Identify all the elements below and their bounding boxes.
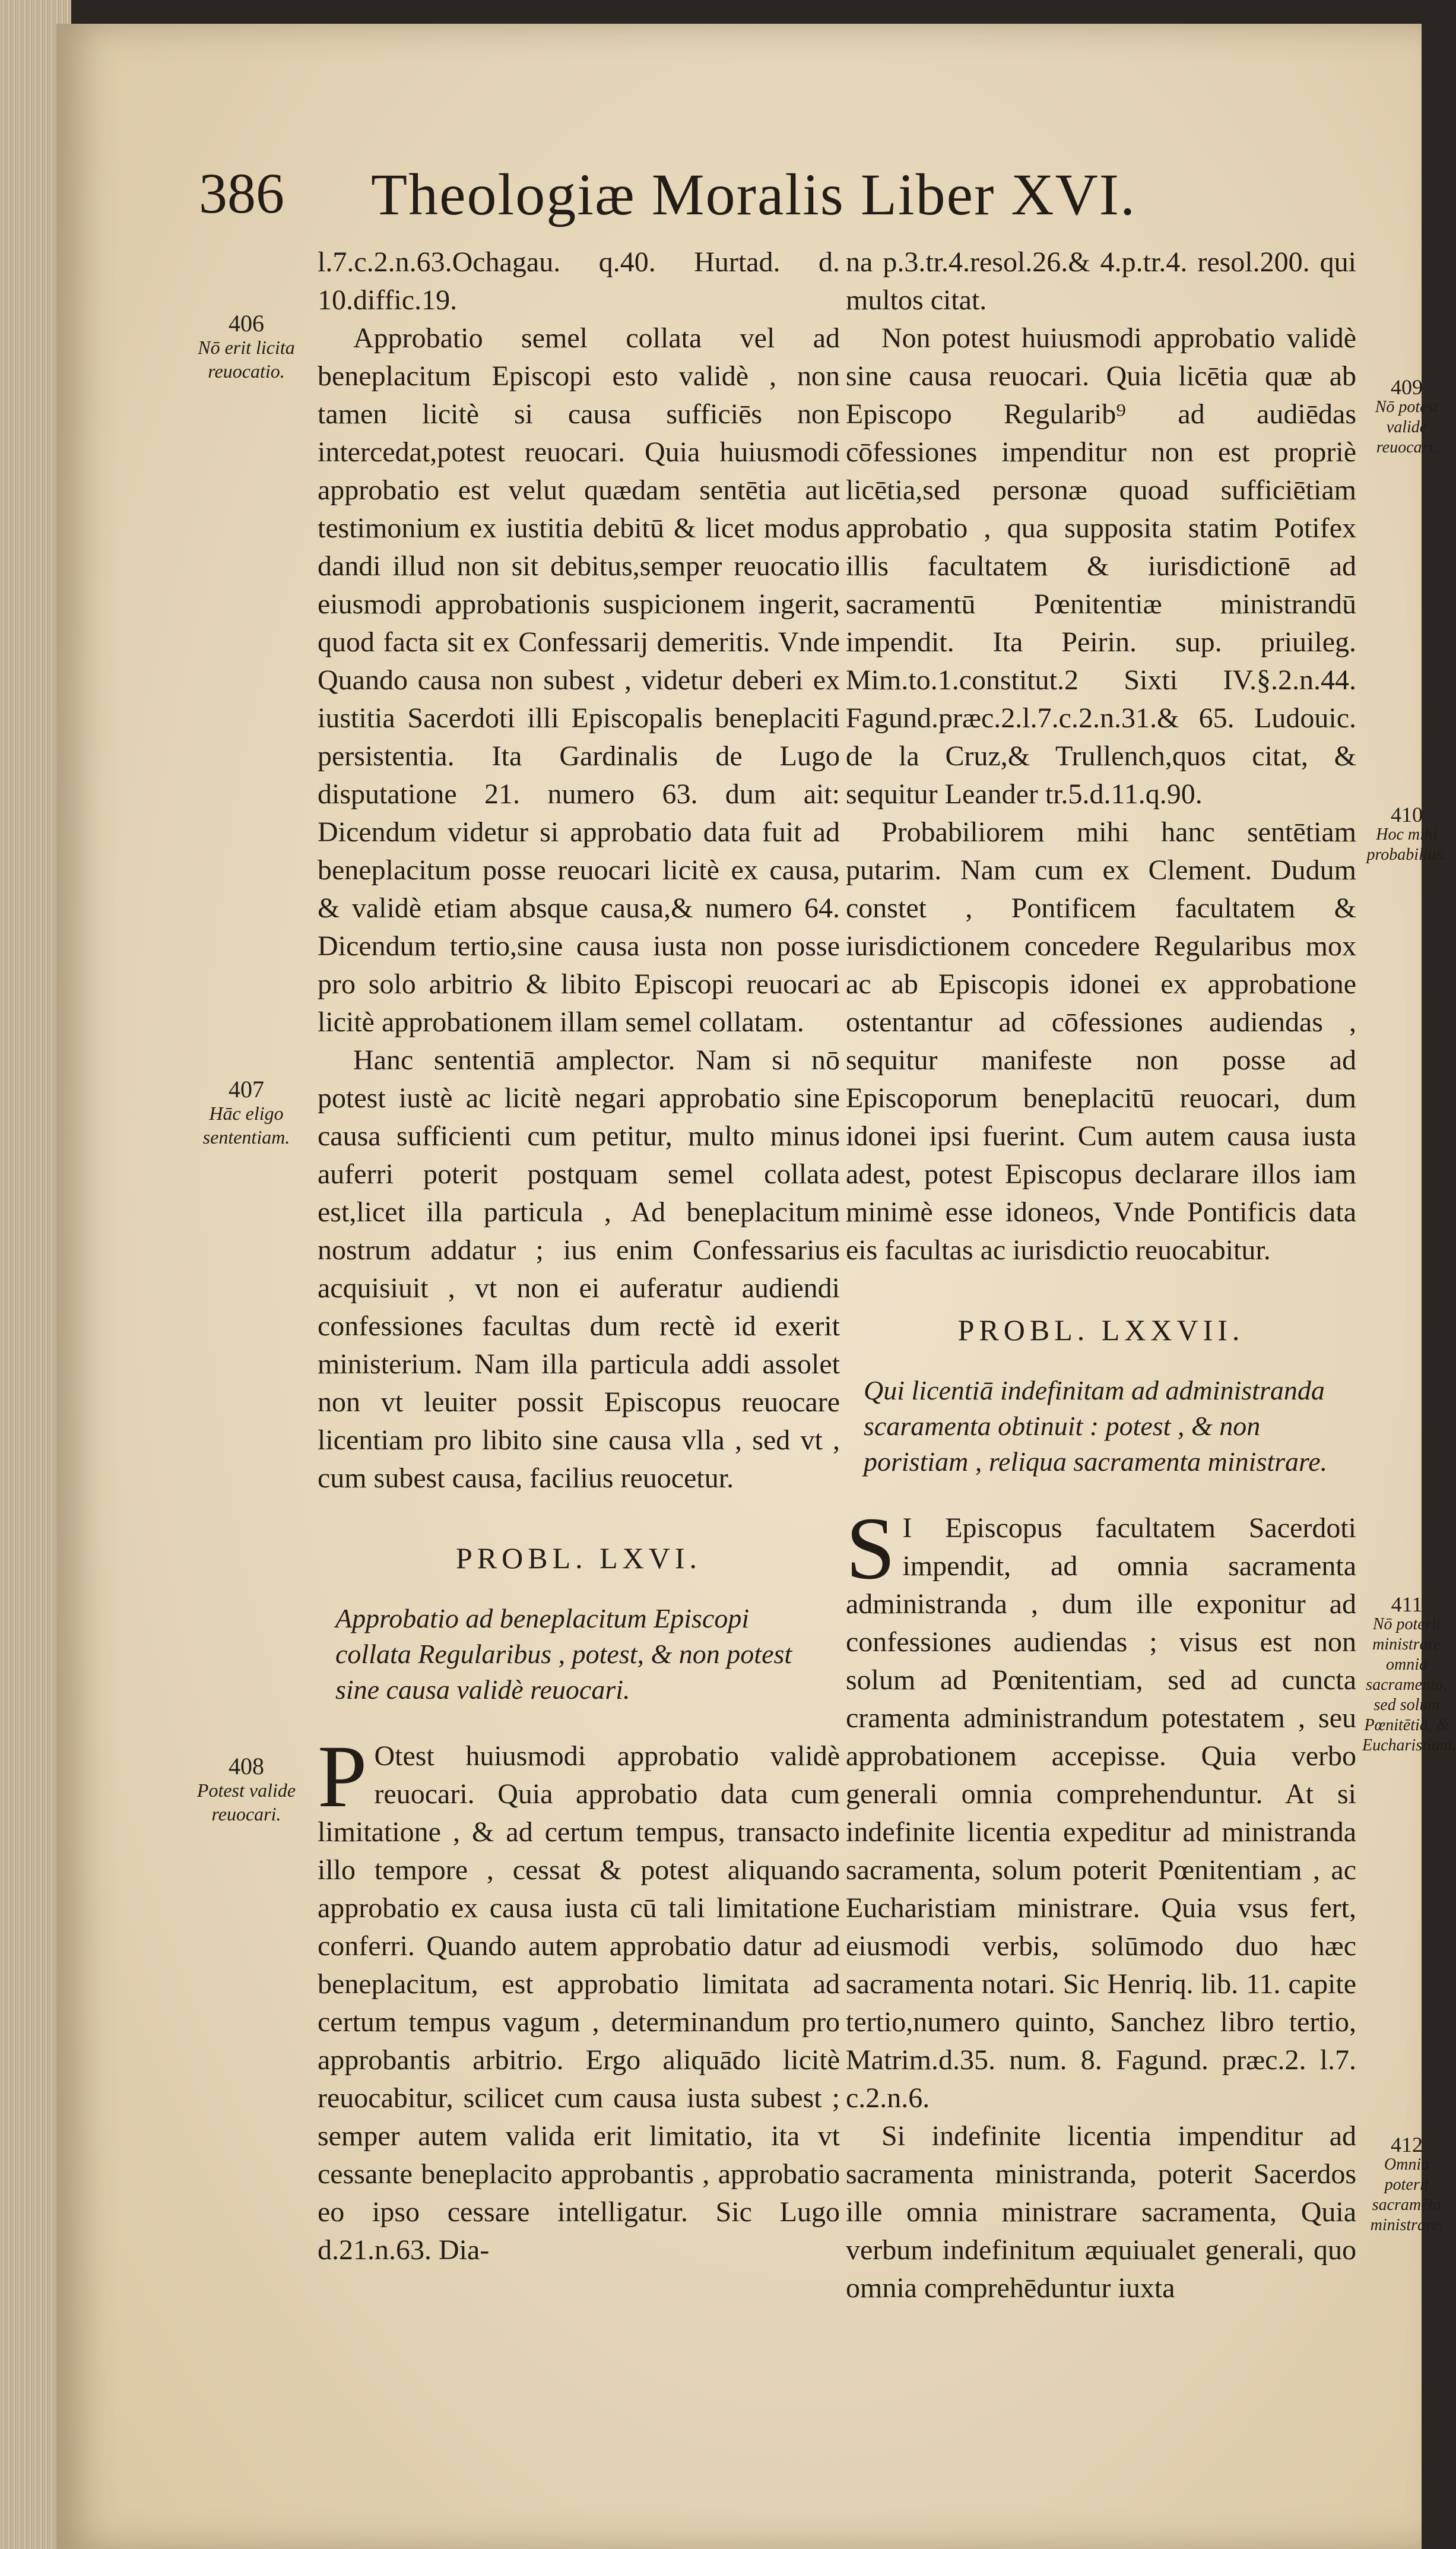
margin-note-text: Omnia poterit sacramēta ministrare.: [1370, 2155, 1444, 2234]
margin-note-text: Hāc eligo sententiam.: [202, 1103, 290, 1148]
paragraph-text: I Episcopus facultatem Sacerdoti impendit, ad omnia sacramenta administranda , dum ille exponitur ad confessiones audiendas ; visus est non solum ad Pœnitentiam, sed ad cuncta cramenta administrandum potestatem , seu approbationem accepisse. Quia verbo generali omnia comprehenduntur. At si indefinite licentia expeditur ad ministranda sacramenta, solum poterit Pœnitentiam , ac Eucharistiam ministrare. Quia vsus fert, eiusmodi verbis, solūmodo duo hæc sacramenta notari. Sic Henriq. lib. 11. capite tertio,numero quinto, Sanchez libro tertio, Matrim.d.35. num. 8. Fagund. præc.2. l.7. c.2.n.6.: [846, 1512, 1356, 2114]
right-column: [846, 243, 1356, 2307]
paragraph: l.7.c.2.n.63.Ochagau. q.40. Hurtad. d. 10.diffic.19.: [318, 246, 840, 316]
paragraph-text: Otest huiusmodi approbatio validè reuocari. Quia approbatio data cum limitatione , & ad certum tempus, transacto illo tempore , cessat & potest aliquando approbatio ex causa iusta cū tali limitatione conferri. Quando autem approbatio datur ad beneplacitum, est approbatio limitata ad certum tempus vagum , determinandum pro approbantis arbitrio. Ergo aliquādo licitè reuocabitur, scilicet cum causa iusta subest ; semper autem valida erit limitatio, ita vt cessante beneplacito approbantis , approbatio eo ipso cessare intelligatur. Sic Lugo d.21.n.63. Dia-: [318, 1740, 840, 2266]
margin-note-406: [178, 312, 315, 383]
margin-note-410: [1362, 805, 1451, 865]
drop-cap: S: [846, 1499, 896, 1598]
paragraph: Non potest huiusmodi approbatio validè sine causa reuocari. Quia licētia quæ ab Episcopo Regularib⁹ ad audiēdas cōfessiones impenditur non est propriè licētia,sed personæ quoad sufficiētiam approbatio , qua supposita statim Potifex illis facultatem & iurisdictionē ad sacramentū Pœnitentiæ ministrandū impendit. Ita Peirin. sup. priuileg. Mim.to.1.constitut.2 Sixti IV.§.2.n.44. Fagund.præc.2.l.7.c.2.n.31.& 65. Ludouic. de la Cruz,& Trullench,quos citat, & sequitur Leander tr.5.d.11.q.90.: [846, 322, 1356, 810]
running-head: [199, 160, 1291, 255]
margin-note-409: [1362, 377, 1451, 458]
margin-note-number: 412: [1391, 2133, 1423, 2157]
problem-heading: PROBL. LXVI.: [455, 1541, 702, 1575]
margin-note-text: Nō erit licita reuocatio.: [198, 337, 295, 382]
margin-note-number: 407: [229, 1076, 264, 1103]
margin-note-number: 411: [1391, 1592, 1423, 1616]
margin-note-text: Nō potest validè reuocari.: [1375, 398, 1439, 457]
paragraph: [846, 1499, 1356, 2117]
margin-note-407: [178, 1078, 315, 1149]
margin-note-number: 409: [1391, 375, 1423, 399]
paragraph: Probabiliorem mihi hanc sentētiam putarim. Nam cum ex Clement. Dudum constet , Pontificem facultatem & iurisdictionem concedere Regularibus mox ac ab Episcopis idonei ex approbatione ostentantur ad cōfessiones audiendas , sequitur manifeste non posse ad Episcoporum beneplacitū reuocari, dum idonei ipsi fuerint. Cum autem causa iusta adest, potest Episcopus declarare illos iam minimè esse idoneos, Vnde Pontificis data eis facultas ac iurisdictio reuocabitur.: [846, 816, 1356, 1266]
margin-note-411: [1362, 1592, 1456, 1756]
page-number: 386: [199, 162, 284, 225]
left-column: [318, 243, 840, 2269]
paragraph: Approbatio semel collata vel ad beneplacitum Episcopi esto validè , non tamen licitè si causa sufficiēs non intercedat,potest reuocari. Quia huiusmodi approbatio est velut quædam sentētia aut testimonium ex iustitia debitū & licet modus dandi illud non sit debitus,semper reuocatio eiusmodi approbationis suspicionem ingerit, quod facta sit ex Confessarij demeritis. Vnde Quando causa non subest , videtur deberi ex iustitia Sacerdoti illi Episcopalis beneplaciti persistentia. Ita Gardinalis de Lugo disputatione 21. numero 63. dum ait: Dicendum videtur si approbatio data fuit ad beneplacitum posse reuocari licitè ex causa, & validè etiam absque causa,& numero 64. Dicendum tertio,sine causa iusta non posse pro solo arbitrio & libito Episcopi reuocari licitè approbationem illam semel collatam.: [318, 322, 840, 1038]
problem-heading: PROBL. LXXVII.: [957, 1313, 1245, 1347]
problem-summary: Approbatio ad beneplacitum Episcopi collata Regularibus , potest, & non potest sine causa validè reuocari.: [335, 1603, 792, 1705]
margin-note-text: Nō poterit ministrare omnia sacramenta, sed solum Pœnitētiā, & Eucharistiam.: [1362, 1615, 1456, 1755]
running-title: Theologiæ Moralis Liber XVI.: [371, 162, 1137, 227]
problem-summary: Qui licentiā indefinitam ad administranda scaramenta obtinuit : potest , & non poristiam , reliqua sacramenta ministrare.: [864, 1375, 1328, 1477]
drop-cap: P: [318, 1727, 367, 1826]
paragraph: Si indefinite licentia impenditur ad sacramenta ministranda, poterit Sacerdos ille omnia ministrare sacramenta, Quia verbum indefinitum æquiualet generali, quo omnia comprehēduntur iuxta: [846, 2120, 1356, 2304]
margin-note-number: 410: [1391, 803, 1423, 827]
margin-note-text: Potest valide reuocari.: [196, 1779, 296, 1825]
paragraph: na p.3.tr.4.resol.26.& 4.p.tr.4. resol.200. qui multos citat.: [846, 246, 1356, 316]
margin-note-text: Hoc mihi probabilius.: [1366, 825, 1447, 864]
margin-note-number: 408: [229, 1753, 264, 1779]
margin-note-number: 406: [229, 310, 264, 337]
paragraph: Hanc sententiā amplector. Nam si nō potest iustè ac licitè negari approbatio sine causa sufficienti cum petitur, multo minus auferri poterit postquam semel collata est,licet illa particula , Ad beneplacitum nostrum addatur ; ius enim Confessarius acquisiuit , vt non ei auferatur audiendi confessiones facultas dum rectè id exerit ministerium. Nam illa particula addi assolet non vt leuiter possit Episcopus reuocare licentiam pro libito sine causa vlla , sed vt , cum subest causa, facilius reuocetur.: [318, 1044, 840, 1494]
book-page: [56, 24, 1456, 2549]
margin-note-412: [1362, 2135, 1451, 2235]
margin-note-408: [178, 1755, 315, 1826]
paragraph: [318, 1727, 840, 2269]
